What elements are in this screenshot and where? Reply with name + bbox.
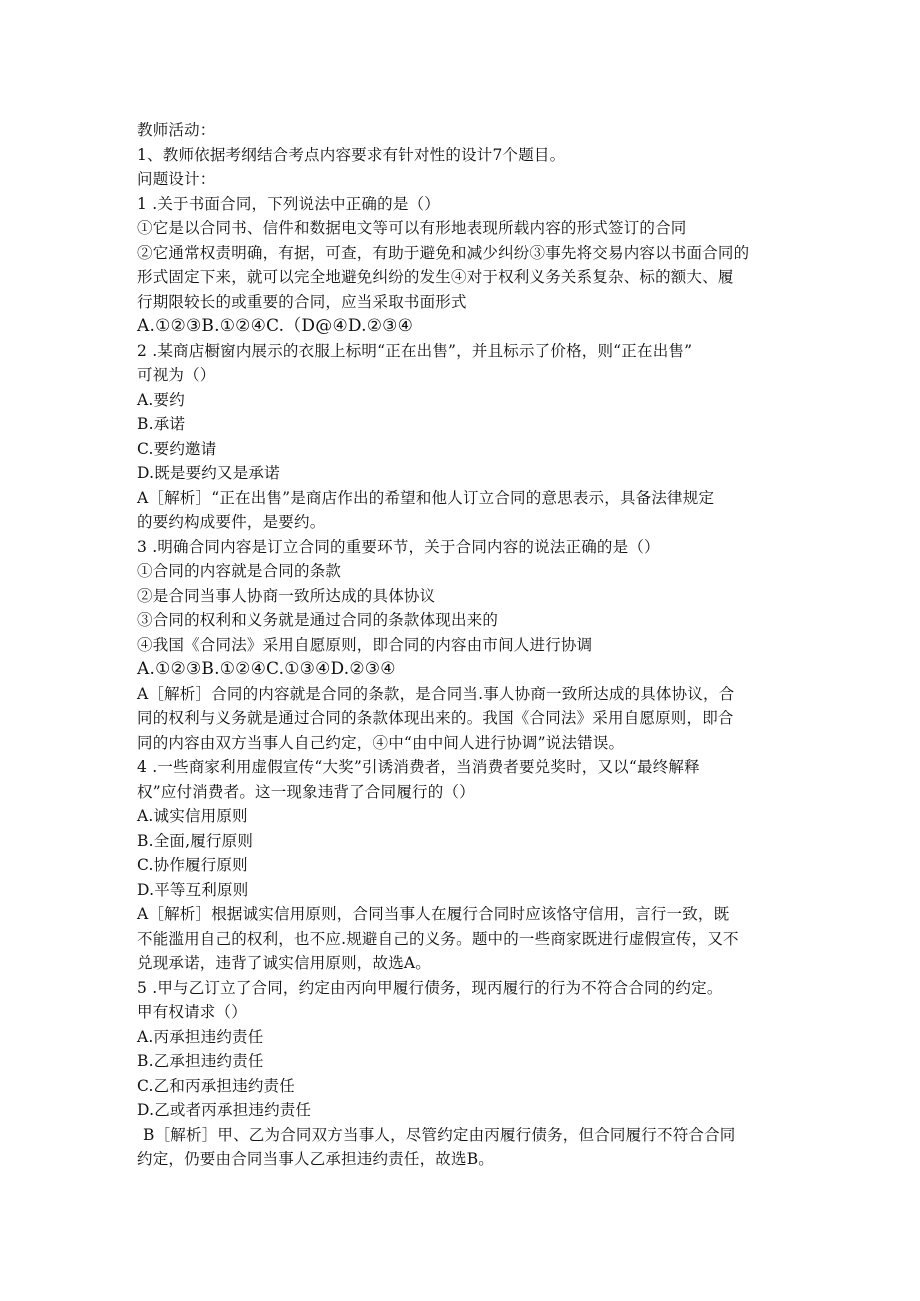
q2-option-b: B.承诺 xyxy=(137,415,186,433)
teacher-activity-heading: 教师活动： xyxy=(137,121,216,139)
q2-stem-2: 可视为（） xyxy=(137,366,216,384)
q2-option-a: A.要约 xyxy=(137,390,185,409)
q3-statement-4: ④我国《合同法》采用自愿原则，即合同的内容由市间人进行协调 xyxy=(137,635,593,654)
q3-statement-2: ②是合同当事人协商一致所达成的具体协议 xyxy=(137,586,436,605)
q2-analysis-1: A［解析］“正在出售”是商店作出的希望和他人订立合同的意思表示，具备法律规定 xyxy=(137,488,715,507)
q5-option-d: D.乙或者丙承担违约责任 xyxy=(137,1101,312,1119)
q5-stem-2: 甲有权请求（） xyxy=(137,1003,247,1021)
intro-text: 1、教师依据考纲结合考点内容要求有针对性的设计7个题目。 xyxy=(137,145,566,164)
q4-analysis-2: 不能滥用自己的权利，也不应.规避自己的义务。题中的一些商家既进行虚假宣传，又不 xyxy=(137,929,739,948)
q1-statement-4: 行期限较长的或重要的合同，应当采取书面形式 xyxy=(137,292,467,311)
q4-option-c: C.协作履行原则 xyxy=(137,856,248,874)
q2-option-d: D.既是要约又是承诺 xyxy=(137,464,280,482)
q3-analysis-3: 同的内容由双方当事人自己约定，④中“由中间人进行协调”说法错误。 xyxy=(137,733,625,752)
q1-options: A.①②③B.①②④C.（D@④D.②③④ xyxy=(137,316,414,336)
q2-analysis-2: 的要约构成要件，是要约。 xyxy=(137,513,326,531)
q4-stem-2: 权”应付消费者。这一现象违背了合同履行的（） xyxy=(137,782,475,801)
q3-options: A.①②③B.①②④C.①③④D.②③④ xyxy=(137,659,396,679)
q4-option-a: A.诚实信用原则 xyxy=(137,807,248,825)
q5-option-c: C.乙和丙承担违约责任 xyxy=(137,1076,295,1095)
q3-stem: 3 .明确合同内容是订立合同的重要环节，关于合同内容的说法正确的是（） xyxy=(137,537,660,556)
q4-option-b: B.全面,履行原则 xyxy=(137,831,254,850)
q5-analysis-2: 约定，仍要由合同当事人乙承担违约责任，故选B。 xyxy=(137,1150,494,1168)
q4-analysis-3: 兑现承诺，违背了诚实信用原则，故选A。 xyxy=(137,954,431,972)
q3-statement-3: ③合同的权利和义务就是通过合同的条款体现出来的 xyxy=(137,611,499,629)
q1-statement-1: ①它是以合同书、信件和数据电文等可以有形地表现所载内容的形式签订的合同 xyxy=(137,219,687,237)
q5-stem-1: 5 .甲与乙订立了合同，约定由丙向甲履行债务，现丙履行的行为不符合合同的约定。 xyxy=(137,978,723,997)
q2-stem-1: 2 .某商店橱窗内展示的衣服上标明“正在出售”，并且标示了价格，则“正在出售” xyxy=(137,341,693,360)
q5-option-a: A.丙承担违约责任 xyxy=(137,1027,264,1046)
question-design-heading: 问题设计： xyxy=(137,170,216,188)
q3-analysis-2: 同的权利与义务就是通过合同的条款体现出来的。我国《合同法》采用自愿原则，即合 xyxy=(137,709,734,727)
q1-stem: 1 .关于书面合同，下列说法中正确的是（） xyxy=(137,194,440,213)
q3-statement-1: ①合同的内容就是合同的条款 xyxy=(137,562,342,580)
q1-statement-2: ②它通常权责明确，有据，可查，有助于避免和减少纠纷③事先将交易内容以书面合同的 xyxy=(137,243,750,262)
q4-stem-1: 4 .一些商家利用虚假宣传“大奖”引诱消费者，当消费者要兑奖时，又以“最终解释 xyxy=(137,758,700,776)
q3-analysis-1: A［解析］合同的内容就是合同的条款，是合同当.事人协商一致所达成的具体协议，合 xyxy=(137,684,735,703)
q4-analysis-1: A［解析］根据诚实信用原则，合同当事人在履行合同时应该恪守信用，言行一致，既 xyxy=(137,905,730,923)
q1-statement-3: 形式固定下来，就可以完全地避免纠纷的发生④对于权利义务关系复杂、标的额大、履 xyxy=(137,268,734,286)
q5-option-b: B.乙承担违约责任 xyxy=(137,1052,264,1070)
document-page xyxy=(137,118,787,1172)
q2-option-c: C.要约邀请 xyxy=(137,439,217,458)
q4-option-d: D.平等互利原则 xyxy=(137,880,249,899)
q5-analysis-1: B［解析］甲、乙为合同双方当事人，尽管约定由丙履行债务，但合同履行不符合合同 xyxy=(143,1125,736,1144)
